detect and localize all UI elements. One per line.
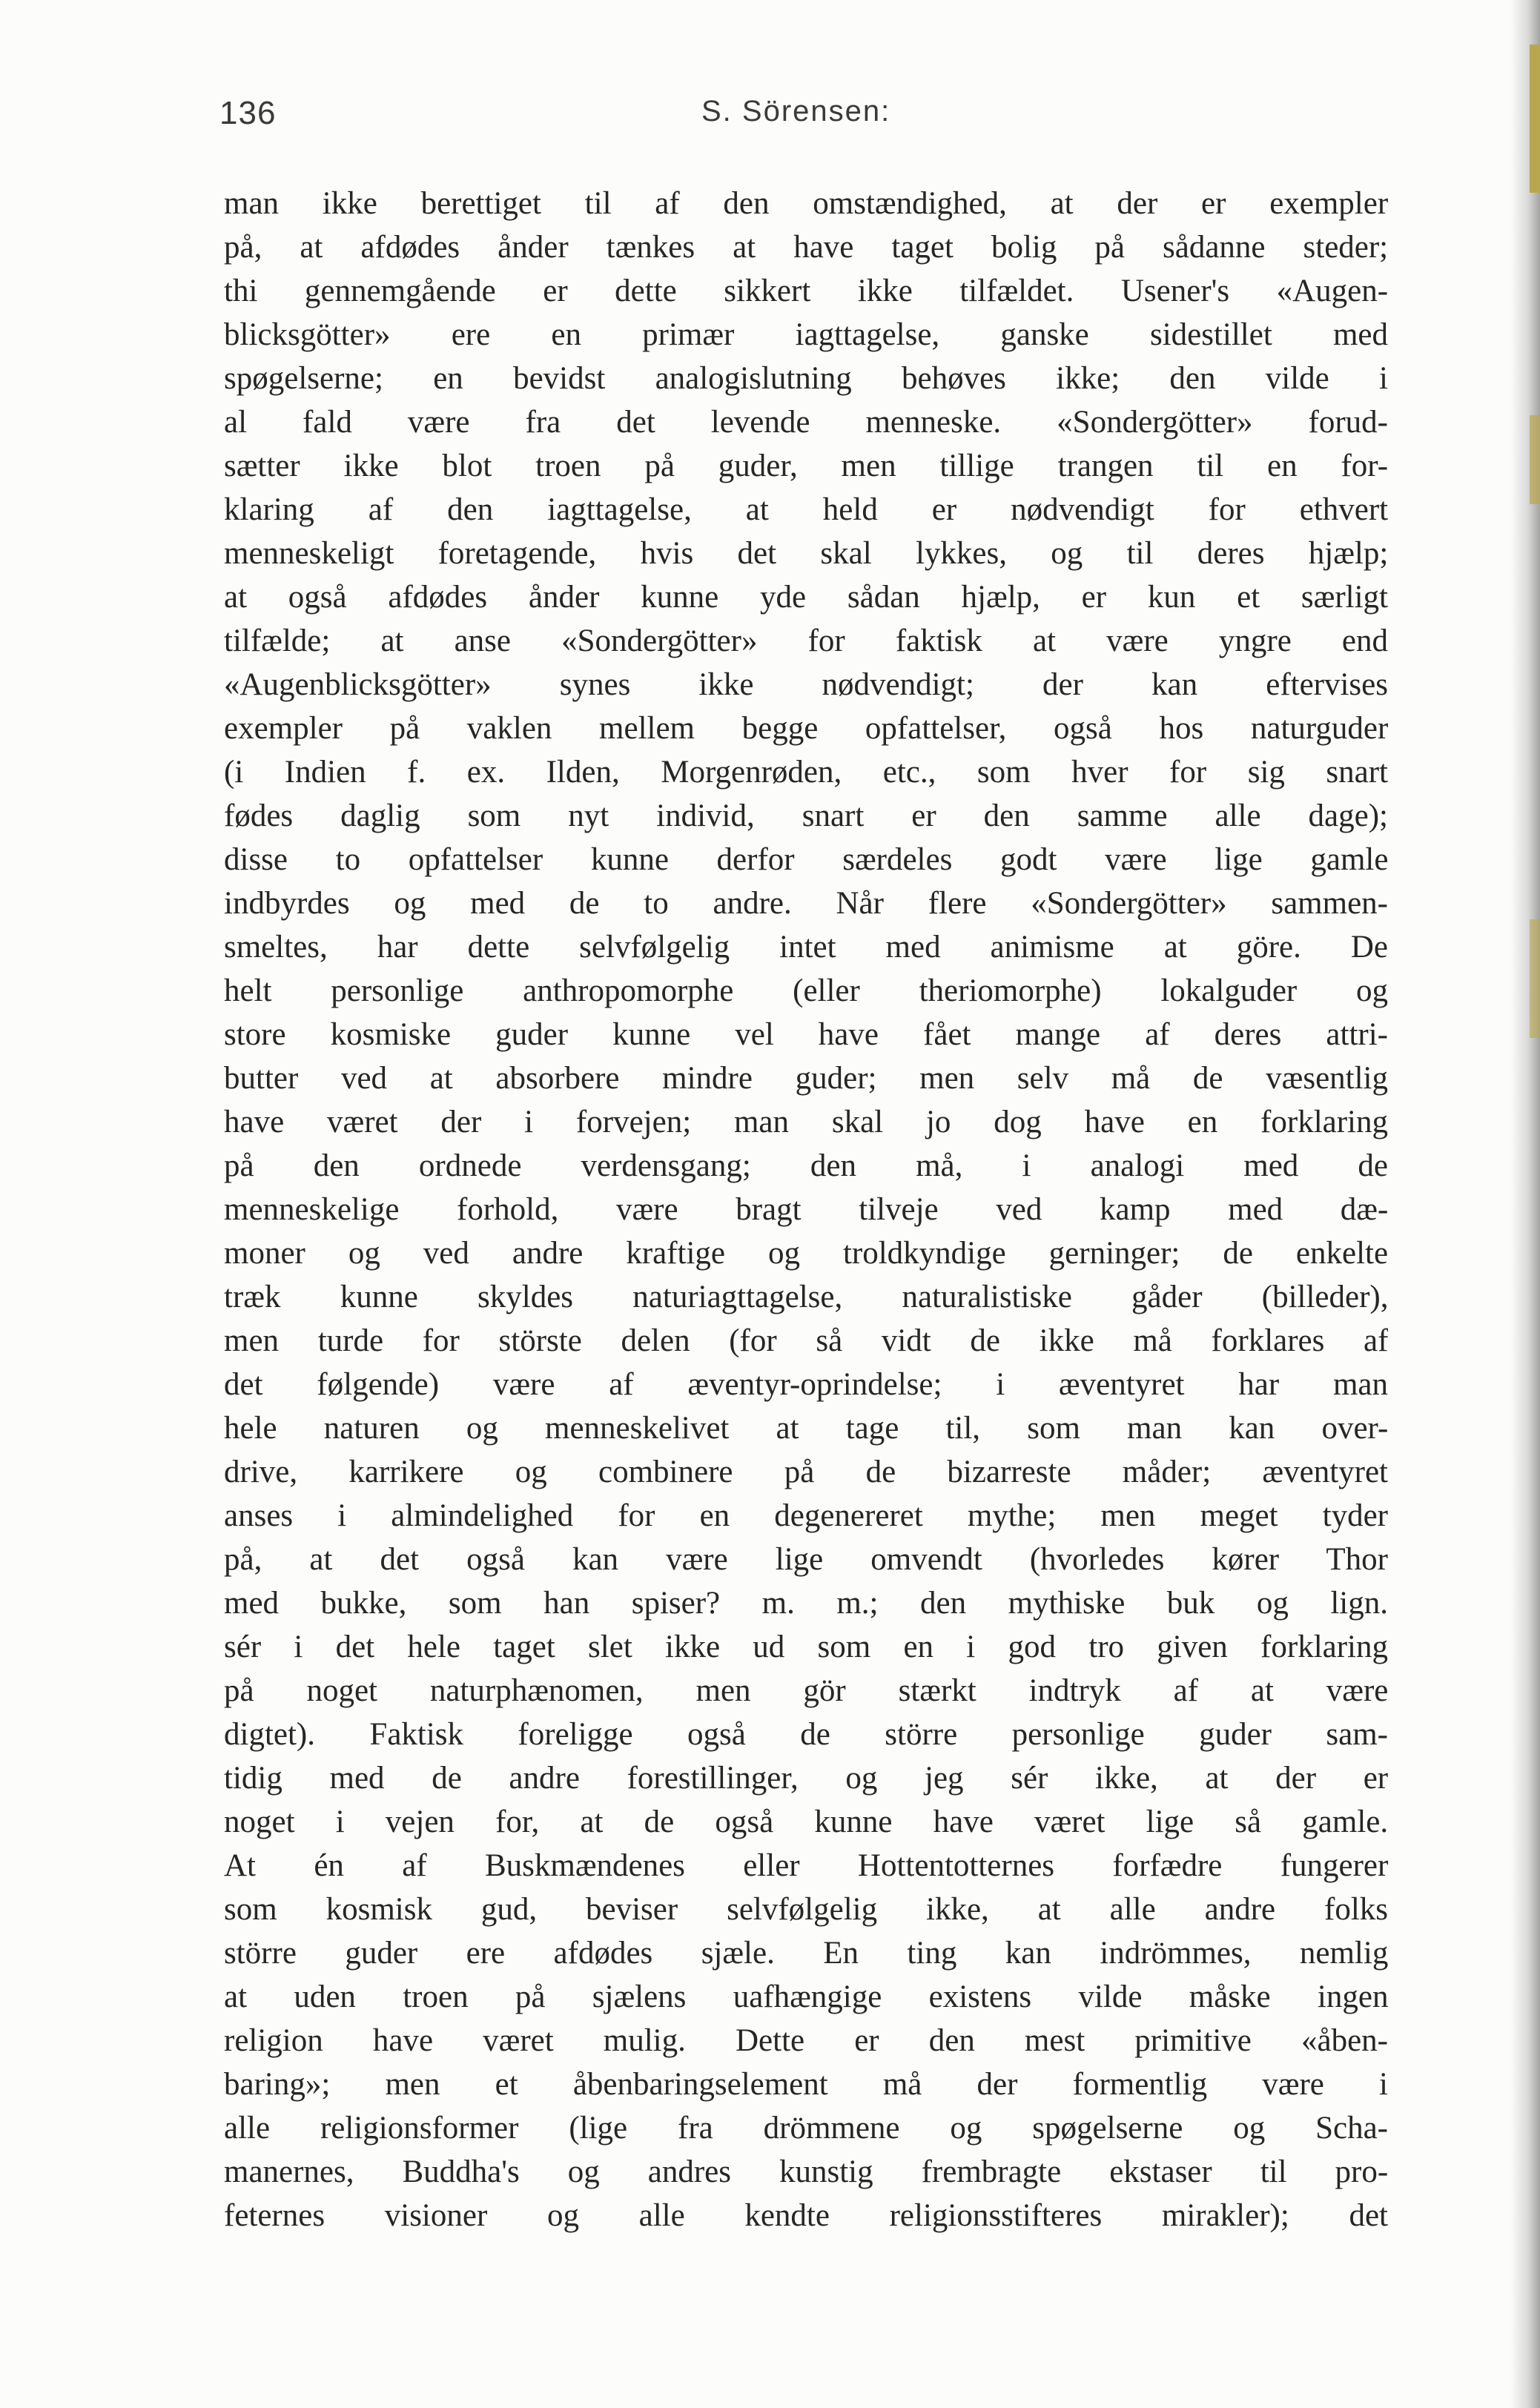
text-line: exempler på vaklen mellem begge opfattelser, også hos naturguder <box>224 711 1388 746</box>
text-line: sætter ikke blot troen på guder, men tillige trangen til en for- <box>224 449 1388 483</box>
text-line: digtet). Faktisk foreligge også de större personlige guder sam- <box>224 1717 1388 1752</box>
text-line: store kosmiske guder kunne vel have fået mange af deres attri- <box>224 1017 1388 1052</box>
text-line: på den ordnede verdensgang; den må, i analogi med de <box>224 1148 1388 1183</box>
text-line: fødes daglig som nyt individ, snart er den samme alle dage); <box>224 798 1388 833</box>
text-line: spøgelserne; en bevidst analogislutning behøves ikke; den vilde i <box>224 361 1388 396</box>
text-line: indbyrdes og med de to andre. Når flere «Sondergötter» sammen- <box>224 886 1388 921</box>
text-line: religion have været mulig. Dette er den mest primitive «åben- <box>224 2023 1388 2058</box>
text-line: (i Indien f. ex. Ilden, Morgenrøden, etc., som hver for sig snart <box>224 755 1388 790</box>
text-line: klaring af den iagttagelse, at held er nødvendigt for ethvert <box>224 492 1388 527</box>
text-line: noget i vejen for, at de også kunne have været lige så gamle. <box>224 1805 1388 1839</box>
text-line: anses i almindelighed for en degenereret mythe; men meget tyder <box>224 1498 1388 1533</box>
text-line: tilfælde; at anse «Sondergötter» for faktisk at være yngre end <box>224 624 1388 658</box>
text-line: det følgende) være af æventyr-oprindelse; i æventyret har man <box>224 1367 1388 1402</box>
text-line: baring»; men et åbenbaringselement må der formentlig være i <box>224 2067 1388 2102</box>
text-line: butter ved at absorbere mindre guder; men selv må de væsentlig <box>224 1061 1388 1096</box>
text-line: «Augenblicksgötter» synes ikke nødvendigt; der kan eftervises <box>224 667 1388 702</box>
text-line: menneskelige forhold, være bragt tilveje ved kamp med dæ- <box>224 1192 1388 1227</box>
text-line: tidig med de andre forestillinger, og jeg sér ikke, at der er <box>224 1761 1388 1796</box>
text-line: thi gennemgående er dette sikkert ikke tilfældet. Usener's «Augen- <box>224 274 1388 308</box>
text-line: större guder ere afdødes sjæle. En ting kan indrömmes, nemlig <box>224 1936 1388 1971</box>
text-line: med bukke, som han spiser? m. m.; den mythiske buk og lign. <box>224 1586 1388 1621</box>
page-edge-mark <box>1530 919 1540 1038</box>
text-line: At én af Buskmændenes eller Hottentotternes forfædre fungerer <box>224 1848 1388 1883</box>
page-header <box>219 95 1382 147</box>
text-line: blicksgötter» ere en primær iagttagelse, ganske sidestillet med <box>224 317 1388 352</box>
text-line: moner og ved andre kraftige og troldkyndige gerninger; de enkelte <box>224 1236 1388 1271</box>
text-line: sér i det hele taget slet ikke ud som en i god tro given forklaring <box>224 1630 1388 1664</box>
page-edge-mark <box>1530 415 1540 504</box>
text-line: alle religionsformer (lige fra drömmene og spøgelserne og Scha- <box>224 2111 1388 2146</box>
page-number: 136 <box>219 95 277 131</box>
page-edge-shadow <box>1510 0 1540 2408</box>
text-line: hele naturen og menneskelivet at tage til, som man kan over- <box>224 1411 1388 1446</box>
text-line: men turde for störste delen (for så vidt de ikke må forklares af <box>224 1323 1388 1358</box>
body-text <box>224 182 1388 2237</box>
text-line: man ikke berettiget til af den omstændighed, at der er exempler <box>224 186 1388 221</box>
text-line: at også afdødes ånder kunne yde sådan hjælp, er kun et særligt <box>224 580 1388 615</box>
text-line: menneskeligt foretagende, hvis det skal lykkes, og til deres hjælp; <box>224 536 1388 571</box>
text-line: smeltes, har dette selvfølgelig intet med animisme at göre. De <box>224 930 1388 965</box>
text-line: disse to opfattelser kunne derfor særdeles godt være lige gamle <box>224 842 1388 877</box>
text-line: på, at det også kan være lige omvendt (hvorledes kører Thor <box>224 1542 1388 1577</box>
text-line: at uden troen på sjælens uafhængige existens vilde måske ingen <box>224 1979 1388 2014</box>
text-line: som kosmisk gud, beviser selvfølgelig ikke, at alle andre folks <box>224 1892 1388 1927</box>
text-line: på, at afdødes ånder tænkes at have taget bolig på sådanne steder; <box>224 230 1388 265</box>
page-edge-mark <box>1530 44 1540 193</box>
text-line: feternes visioner og alle kendte religionsstifteres mirakler); det <box>224 2198 1388 2233</box>
text-line: al fald være fra det levende menneske. «Sondergötter» forud- <box>224 405 1388 440</box>
text-line: manernes, Buddha's og andres kunstig frembragte ekstaser til pro- <box>224 2154 1388 2189</box>
text-line: drive, karrikere og combinere på de bizarreste måder; æventyret <box>224 1455 1388 1489</box>
text-line: have været der i forvejen; man skal jo dog have en forklaring <box>224 1105 1388 1140</box>
text-line: helt personlige anthropomorphe (eller theriomorphe) lokalguder og <box>224 973 1388 1008</box>
text-line: på noget naturphænomen, men gör stærkt indtryk af at være <box>224 1673 1388 1708</box>
running-head: S. Sörensen: <box>701 95 891 128</box>
text-line: træk kunne skyldes naturiagttagelse, naturalistiske gåder (billeder), <box>224 1280 1388 1314</box>
